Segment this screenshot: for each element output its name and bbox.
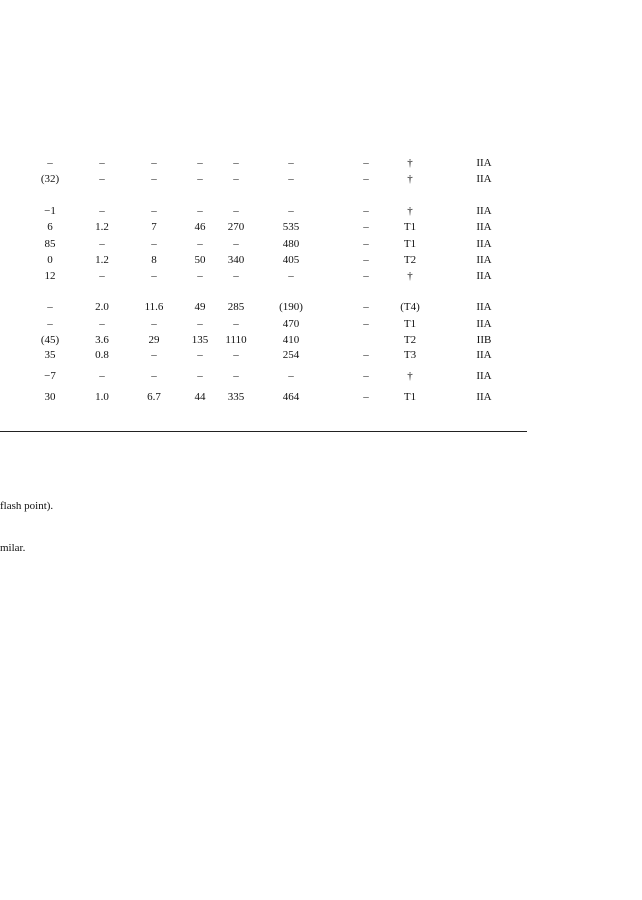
table-cell-col-b: – — [99, 173, 105, 185]
table-cell-col-c: – — [151, 270, 157, 282]
table-cell-col-h: T1 — [403, 391, 417, 403]
table-cell-col-g: – — [363, 349, 369, 361]
table-cell-col-b: – — [99, 205, 105, 217]
table-cell-col-c: 29 — [148, 334, 160, 346]
table-bottom-rule — [0, 431, 527, 432]
table-cell-col-e: – — [233, 238, 239, 250]
table-cell-col-c: – — [151, 205, 157, 217]
table-cell-col-b: 0.8 — [95, 349, 109, 361]
table-row — [0, 369, 642, 383]
table-cell-col-d: – — [197, 205, 203, 217]
table-row — [0, 220, 642, 234]
table-cell-col-a: −7 — [44, 370, 56, 382]
table-cell-col-e: 270 — [227, 221, 245, 233]
table-cell-col-e: 340 — [227, 254, 245, 266]
table-cell-col-d: – — [197, 173, 203, 185]
table-cell-col-h: T1 — [403, 318, 417, 330]
table-cell-col-h: T2 — [403, 254, 417, 266]
table-cell-col-d: 49 — [194, 301, 206, 313]
table-cell-col-h: T1 — [403, 221, 417, 233]
table-cell-col-a: 30 — [44, 391, 56, 403]
table-cell-col-g: – — [363, 173, 369, 185]
table-cell-col-a: – — [47, 318, 53, 330]
table-cell-col-c: – — [151, 370, 157, 382]
table-cell-col-b: – — [99, 157, 105, 169]
table-cell-col-e: 285 — [227, 301, 245, 313]
table-cell-col-e: 335 — [227, 391, 245, 403]
table-row — [0, 390, 642, 404]
table-cell-col-g: – — [363, 205, 369, 217]
table-cell-col-f: 410 — [282, 334, 300, 346]
table-cell-col-i: IIA — [476, 254, 492, 266]
footnote-similar: milar. — [0, 542, 26, 554]
table-row — [0, 300, 642, 314]
table-row — [0, 204, 642, 218]
table-cell-col-c: 8 — [151, 254, 157, 266]
table-cell-col-f: 405 — [282, 254, 300, 266]
table-cell-col-h: † — [407, 205, 413, 217]
table-cell-col-h: † — [407, 173, 413, 185]
table-cell-col-i: IIA — [476, 173, 492, 185]
table-cell-col-i: IIA — [476, 370, 492, 382]
table-cell-col-b: 3.6 — [95, 334, 109, 346]
table-cell-col-i: IIA — [476, 349, 492, 361]
table-cell-col-a: 12 — [44, 270, 56, 282]
table-cell-col-f: (190) — [279, 301, 303, 313]
table-cell-col-c: 11.6 — [144, 301, 164, 313]
table-cell-col-b: – — [99, 238, 105, 250]
table-row — [0, 269, 642, 283]
table-cell-col-b: 1.2 — [95, 221, 109, 233]
table-cell-col-f: 464 — [282, 391, 300, 403]
table-row — [0, 172, 642, 186]
table-cell-col-f: 535 — [282, 221, 300, 233]
table-cell-col-d: 46 — [194, 221, 206, 233]
table-cell-col-d: – — [197, 270, 203, 282]
table-cell-col-d: – — [197, 238, 203, 250]
table-cell-col-a: (45) — [40, 334, 60, 346]
table-cell-col-c: – — [151, 318, 157, 330]
table-cell-col-b: 2.0 — [95, 301, 109, 313]
table-cell-col-i: IIA — [476, 391, 492, 403]
table-cell-col-c: – — [151, 349, 157, 361]
table-cell-col-i: IIA — [476, 318, 492, 330]
table-cell-col-e: – — [233, 270, 239, 282]
table-cell-col-g: – — [363, 391, 369, 403]
table-cell-col-g: – — [363, 238, 369, 250]
table-cell-col-i: IIA — [476, 157, 492, 169]
table-cell-col-i: IIA — [476, 301, 492, 313]
table-cell-col-d: 135 — [191, 334, 209, 346]
table-cell-col-h: † — [407, 370, 413, 382]
table-row — [0, 317, 642, 331]
table-cell-col-g: – — [363, 370, 369, 382]
table-cell-col-c: – — [151, 157, 157, 169]
table-cell-col-h: T2 — [403, 334, 417, 346]
table-cell-col-a: – — [47, 301, 53, 313]
table-cell-col-a: – — [47, 157, 53, 169]
table-cell-col-i: IIA — [476, 238, 492, 250]
table-cell-col-a: 6 — [47, 221, 53, 233]
table-cell-col-d: 44 — [194, 391, 206, 403]
table-cell-col-g: – — [363, 318, 369, 330]
table-cell-col-g: – — [363, 301, 369, 313]
table-cell-col-h: T1 — [403, 238, 417, 250]
table-cell-col-d: – — [197, 157, 203, 169]
table-row — [0, 348, 642, 362]
table-cell-col-f: – — [288, 205, 294, 217]
table-cell-col-d: – — [197, 349, 203, 361]
table-cell-col-h: † — [407, 270, 413, 282]
table-cell-col-d: 50 — [194, 254, 206, 266]
table-cell-col-f: – — [288, 270, 294, 282]
table-cell-col-e: – — [233, 370, 239, 382]
table-cell-col-e: – — [233, 157, 239, 169]
table-cell-col-c: – — [151, 238, 157, 250]
table-cell-col-a: (32) — [40, 173, 60, 185]
table-cell-col-i: IIA — [476, 205, 492, 217]
table-cell-col-b: 1.2 — [95, 254, 109, 266]
table-cell-col-a: 0 — [47, 254, 53, 266]
table-cell-col-b: – — [99, 318, 105, 330]
table-cell-col-f: 470 — [282, 318, 300, 330]
table-cell-col-e: – — [233, 349, 239, 361]
table-cell-col-f: 480 — [282, 238, 300, 250]
table-cell-col-c: 7 — [151, 221, 157, 233]
table-cell-col-f: – — [288, 157, 294, 169]
table-cell-col-f: 254 — [282, 349, 300, 361]
footnote-flash-point: flash point). — [0, 500, 54, 512]
table-cell-col-f: – — [288, 370, 294, 382]
table-cell-col-a: 35 — [44, 349, 56, 361]
table-cell-col-i: IIA — [476, 270, 492, 282]
table-row — [0, 253, 642, 267]
table-cell-col-g: – — [363, 221, 369, 233]
table-cell-col-h: † — [407, 157, 413, 169]
table-cell-col-e: – — [233, 318, 239, 330]
table-cell-col-e: – — [233, 173, 239, 185]
table-cell-col-d: – — [197, 318, 203, 330]
table-cell-col-g: – — [363, 270, 369, 282]
table-cell-col-b: – — [99, 270, 105, 282]
table-cell-col-b: – — [99, 370, 105, 382]
table-cell-col-f: – — [288, 173, 294, 185]
table-cell-col-e: – — [233, 205, 239, 217]
table-cell-col-h: (T4) — [400, 301, 420, 313]
table-cell-col-a: −1 — [44, 205, 56, 217]
table-cell-col-g: – — [363, 157, 369, 169]
table-cell-col-c: 6.7 — [147, 391, 161, 403]
table-cell-col-a: 85 — [44, 238, 56, 250]
table-cell-col-h: T3 — [403, 349, 417, 361]
table-row — [0, 333, 642, 347]
table-row — [0, 237, 642, 251]
table-cell-col-i: IIB — [476, 334, 492, 346]
table-cell-col-d: – — [197, 370, 203, 382]
table-cell-col-g: – — [363, 254, 369, 266]
table-cell-col-c: – — [151, 173, 157, 185]
table-cell-col-i: IIA — [476, 221, 492, 233]
table-cell-col-b: 1.0 — [95, 391, 109, 403]
table-cell-col-e: 1110 — [225, 334, 247, 346]
table-row — [0, 156, 642, 170]
